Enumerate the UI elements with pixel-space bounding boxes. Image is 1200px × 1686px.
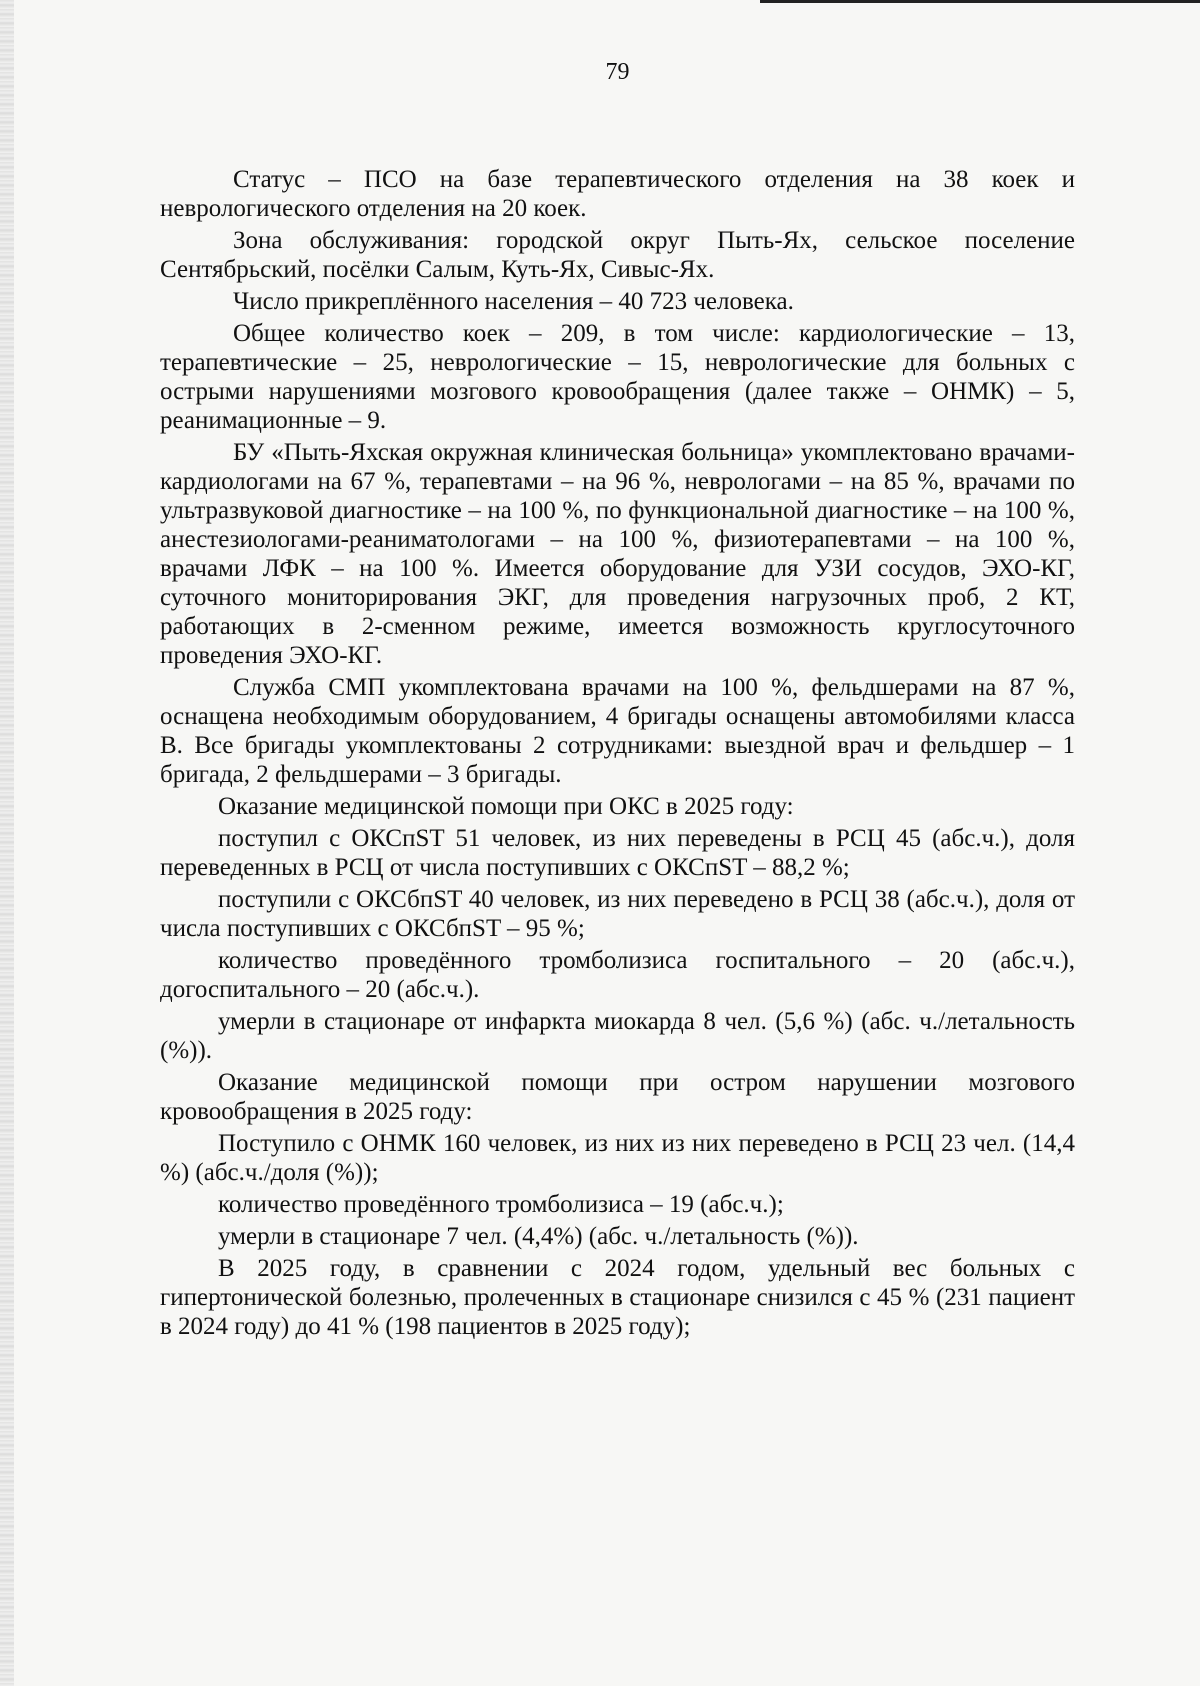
- paragraph-bed-count: Общее количество коек – 209, в том числе: кардиологические – 13, терапевтические – 25, неврологические – 15, неврологические для больных с острыми нарушениями мозгового кровообращения (далее также – ОНМК) – 5, реанимационные – 9.: [160, 320, 1075, 434]
- paragraph-thrombolysis: количество проведённого тромболизиса госпитального – 20 (абс.ч.), догоспитального – 20 (абс.ч.).: [160, 947, 1075, 1003]
- scan-edge-artifact: [0, 0, 14, 1686]
- paragraph-mi-mortality: умерли в стационаре от инфаркта миокарда 8 чел. (5,6 %) (абс. ч./летальность (%)).: [160, 1008, 1075, 1064]
- top-border-line: [760, 0, 1200, 3]
- page-number: 79: [605, 59, 630, 85]
- paragraph-service-zone: Зона обслуживания: городской округ Пыть-Ях, сельское поселение Сентябрьский, посёлки Салым, Куть-Ях, Сивыс-Ях.: [160, 227, 1075, 283]
- paragraph-acs-heading: Оказание медицинской помощи при ОКС в 2025 году:: [218, 793, 794, 820]
- paragraph-population: Число прикреплённого населения – 40 723 человека.: [233, 288, 794, 315]
- document-page: [160, 58, 1075, 1344]
- paragraph-acs-stemi: поступил с ОКСпST 51 человек, из них переведены в РСЦ 45 (абс.ч.), доля переведенных в РСЦ от числа поступивших с ОКСпST – 88,2 %;: [160, 825, 1075, 881]
- paragraph-ems-staffing: Служба СМП укомплектована врачами на 100 %, фельдшерами на 87 %, оснащена необходимым оборудованием, 4 бригады оснащены автомобилями класса В. Все бригады укомплектованы 2 сотрудниками: выездной врач и фельдшер – 1 бригада, 2 фельдшерами – 3 бригады.: [160, 674, 1075, 788]
- paragraph-hypertension: В 2025 году, в сравнении с 2024 годом, удельный вес больных с гипертонической болезнью, пролеченных в стационаре снизился с 45 % (231 пациент в 2024 году) до 41 % (198 пациентов в 2025 году);: [160, 1255, 1075, 1340]
- paragraph-status: Статус – ПСО на базе терапевтического отделения на 38 коек и неврологического отделения на 20 коек.: [160, 166, 1075, 222]
- paragraph-stroke-admitted: Поступило с ОНМК 160 человек, из них из них переведено в РСЦ 23 чел. (14,4 %) (абс.ч./доля (%));: [160, 1130, 1075, 1186]
- paragraph-hospital-staffing: БУ «Пыть-Яхская окружная клиническая больница» укомплектовано врачами-кардиологами на 67 %, терапевтами – на 96 %, неврологами – на 85 %, врачами по ультразвуковой диагностике – на 100 %, по функциональной диагностике – на 100 %, анестезиологами-реаниматологами – на 100 %, физиотерапевтами – на 100 %, врачами ЛФК – на 100 %. Имеется оборудование для УЗИ сосудов, ЭХО-КГ, суточного мониторирования ЭКГ, для проведения нагрузочных проб, 2 КТ, работающих в 2-сменном режиме, имеется возможность круглосуточного проведения ЭХО-КГ.: [160, 439, 1075, 669]
- paragraph-stroke-thrombolysis: количество проведённого тромболизиса – 19 (абс.ч.);: [218, 1191, 784, 1218]
- paragraph-stroke-mortality: умерли в стационаре 7 чел. (4,4%) (абс. ч./летальность (%)).: [218, 1223, 859, 1250]
- paragraph-stroke-heading: Оказание медицинской помощи при остром нарушении мозгового кровообращения в 2025 году:: [160, 1069, 1075, 1125]
- paragraph-acs-nstemi: поступили с ОКСбпST 40 человек, из них переведено в РСЦ 38 (абс.ч.), доля от числа поступивших с ОКСбпST – 95 %;: [160, 886, 1075, 942]
